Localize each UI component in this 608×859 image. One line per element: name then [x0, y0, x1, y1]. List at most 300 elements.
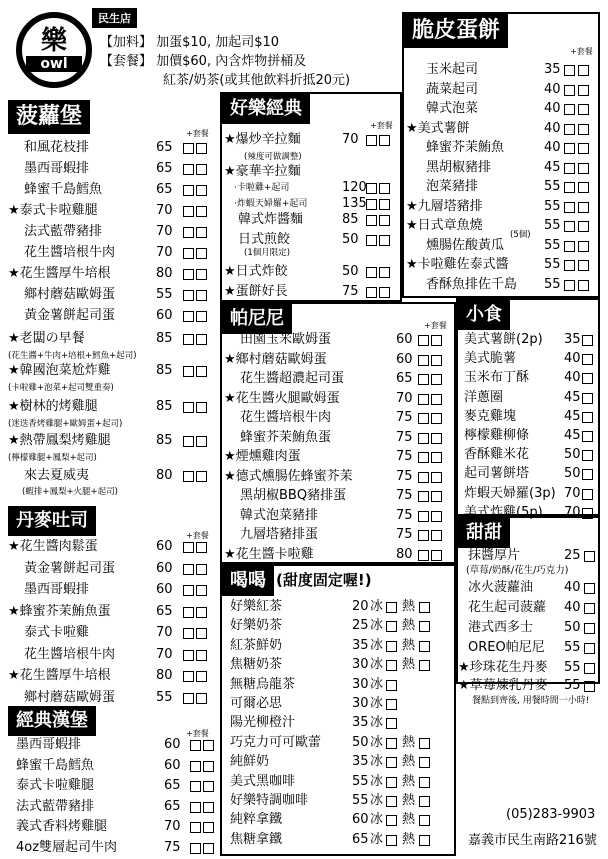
item-name: 韓式泡菜豬排 — [240, 507, 319, 523]
cold-label: 冰 — [370, 715, 384, 731]
item-price: 65 — [164, 798, 181, 814]
item-name: 蜂蜜芥茉鮪魚蛋 — [240, 429, 332, 445]
hot-label: 熱 — [402, 754, 416, 770]
item-price: 35 — [564, 332, 581, 347]
checkbox[interactable] — [379, 199, 390, 210]
checkbox[interactable] — [564, 182, 575, 193]
item-price: 75 — [396, 468, 413, 484]
store-logo: 樂 owl — [16, 12, 92, 88]
item-name: 純粹拿鐵 — [230, 812, 283, 828]
checkbox[interactable] — [418, 530, 429, 541]
checkbox[interactable] — [183, 607, 194, 618]
checkbox[interactable] — [203, 761, 214, 772]
checkbox[interactable] — [196, 227, 207, 238]
item-name: 蜂蜜千島鱈魚 — [16, 757, 95, 773]
checkbox[interactable] — [564, 260, 575, 271]
set-label-panini: +套餐 — [424, 321, 447, 330]
item-price: 45 — [544, 159, 561, 175]
checkbox[interactable] — [584, 583, 595, 594]
item-price: 55 — [544, 198, 561, 214]
checkbox[interactable] — [366, 287, 377, 298]
checkbox[interactable] — [431, 413, 442, 424]
checkbox[interactable] — [418, 394, 429, 405]
item-price: 30 — [352, 696, 369, 711]
item-price: 60 — [164, 757, 181, 773]
item-price: 70 — [156, 224, 173, 239]
checkbox[interactable] — [431, 511, 442, 522]
checkbox[interactable] — [366, 215, 377, 226]
item-name: 起司薯餅塔 — [464, 466, 530, 482]
item-price: 70 — [156, 203, 173, 218]
cold-checkbox[interactable] — [386, 602, 397, 613]
hot-checkbox[interactable] — [419, 757, 430, 768]
cold-checkbox[interactable] — [386, 641, 397, 652]
item-price: 80 — [396, 546, 413, 562]
note-spicy: (辣度可做調整) — [244, 152, 302, 162]
phone-number: (05)283-9903 — [506, 807, 596, 822]
checkbox[interactable] — [196, 585, 207, 596]
item-price: 75 — [396, 410, 413, 425]
item-name: ★豪華辛拉麵 — [224, 164, 301, 179]
checkbox[interactable] — [183, 164, 194, 175]
hot-checkbox[interactable] — [419, 777, 430, 788]
checkbox[interactable] — [584, 603, 595, 614]
checkbox[interactable] — [431, 452, 442, 463]
checkbox[interactable] — [564, 221, 575, 232]
item-price: 70 — [342, 132, 359, 147]
item-name: 和風花枝排 — [24, 140, 90, 155]
hot-label: 熱 — [402, 734, 416, 750]
checkbox[interactable] — [584, 551, 595, 562]
section-title-sweet: 甜甜 — [458, 518, 510, 548]
checkbox[interactable] — [196, 671, 207, 682]
checkbox[interactable] — [183, 585, 194, 596]
checkbox[interactable] — [203, 781, 214, 792]
checkbox[interactable] — [578, 65, 589, 76]
item-name: 洋蔥圈 — [464, 389, 504, 405]
checkbox[interactable] — [418, 355, 429, 366]
item-price: 55 — [544, 179, 561, 194]
checkbox[interactable] — [578, 221, 589, 232]
item-name: ★熱帶鳳梨烤雞腿 — [8, 433, 111, 448]
checkbox[interactable] — [582, 508, 593, 519]
checkbox[interactable] — [196, 164, 207, 175]
checkbox[interactable] — [431, 472, 442, 483]
checkbox[interactable] — [418, 374, 429, 385]
item-price: 70 — [164, 819, 181, 834]
item-price: 65 — [156, 603, 173, 619]
item-price: 65 — [156, 161, 173, 176]
item-price: 70 — [156, 625, 173, 640]
section-title-danish: 丹麥吐司 — [8, 506, 96, 536]
checkbox[interactable] — [203, 822, 214, 833]
item-name: 4oz雙層起司牛肉 — [16, 839, 118, 855]
checkbox[interactable] — [183, 564, 194, 575]
hot-checkbox[interactable] — [419, 796, 430, 807]
note-boss-breakfast: (花生醬+牛肉+培根+鱈魚+起司) — [8, 351, 137, 361]
item-name: 純鮮奶 — [230, 754, 270, 770]
set-label-classic: +套餐 — [370, 121, 393, 130]
item-price: 60 — [164, 737, 181, 752]
checkbox[interactable] — [418, 511, 429, 522]
checkbox[interactable] — [379, 183, 390, 194]
checkbox[interactable] — [582, 431, 593, 442]
item-price: 55 — [564, 640, 581, 655]
checkbox[interactable] — [183, 334, 194, 345]
hot-checkbox[interactable] — [419, 815, 430, 826]
checkbox[interactable] — [431, 394, 442, 405]
item-name: ★韓國泡菜尬炸雞 — [8, 363, 111, 378]
cold-checkbox[interactable] — [386, 815, 397, 826]
hot-label: 熱 — [402, 657, 416, 673]
checkbox[interactable] — [578, 124, 589, 135]
checkbox[interactable] — [183, 143, 194, 154]
checkbox[interactable] — [196, 402, 207, 413]
checkbox[interactable] — [431, 491, 442, 502]
section-title-classic: 好樂經典 — [222, 94, 310, 124]
cold-label: 冰 — [370, 754, 384, 770]
item-name: 好樂特調咖啡 — [230, 793, 309, 808]
cold-checkbox[interactable] — [386, 699, 397, 710]
item-price: 50 — [352, 734, 369, 750]
checkbox[interactable] — [196, 542, 207, 553]
checkbox[interactable] — [196, 206, 207, 217]
checkbox[interactable] — [196, 334, 207, 345]
cold-label: 冰 — [370, 618, 384, 634]
item-price: 45 — [564, 428, 581, 443]
checkbox[interactable] — [564, 143, 575, 154]
item-name: 墨西哥蝦排 — [24, 582, 90, 597]
checkbox[interactable] — [190, 740, 201, 751]
checkbox[interactable] — [418, 491, 429, 502]
checkbox[interactable] — [431, 374, 442, 385]
note-toast: (草莓/奶酥/花生/巧克力) — [466, 565, 569, 576]
checkbox[interactable] — [183, 311, 194, 322]
item-name: 韓式泡菜 — [426, 101, 479, 116]
checkbox[interactable] — [183, 248, 194, 259]
checkbox[interactable] — [183, 693, 194, 704]
note-hawaii: (蝦排+鳳梨+火腿+起司) — [22, 487, 118, 497]
checkbox[interactable] — [203, 740, 214, 751]
checkbox[interactable] — [183, 628, 194, 639]
cold-checkbox[interactable] — [386, 718, 397, 729]
item-price: 35 — [352, 754, 369, 770]
item-price: 75 — [396, 449, 413, 464]
item-name: 日式煎餃 — [238, 232, 291, 247]
checkbox[interactable] — [564, 124, 575, 135]
item-name: ★花生醬肉鬆蛋 — [8, 539, 98, 554]
checkbox[interactable] — [564, 85, 575, 96]
checkbox[interactable] — [578, 260, 589, 271]
checkbox[interactable] — [584, 623, 595, 634]
checkbox[interactable] — [564, 241, 575, 252]
item-price: 35 — [544, 62, 561, 77]
checkbox[interactable] — [431, 355, 442, 366]
item-name: 炸蝦天婦羅(3p) — [464, 485, 556, 501]
hot-checkbox[interactable] — [419, 602, 430, 613]
set-label-crispy: +套餐 — [570, 47, 593, 56]
checkbox[interactable] — [196, 290, 207, 301]
checkbox[interactable] — [584, 681, 595, 692]
checkbox[interactable] — [203, 802, 214, 813]
item-price: 50 — [342, 264, 359, 279]
item-name: 冰火菠蘿油 — [468, 580, 534, 595]
checkbox[interactable] — [582, 393, 593, 404]
checkbox[interactable] — [190, 781, 201, 792]
item-name: 泰式卡啦雞 — [24, 625, 90, 640]
item-name: 花生醬培根牛肉 — [240, 410, 332, 425]
item-price: 55 — [544, 257, 561, 272]
item-price: 85 — [156, 399, 173, 414]
checkbox[interactable] — [190, 843, 201, 854]
item-name: 好樂奶茶 — [230, 618, 283, 634]
checkbox[interactable] — [183, 650, 194, 661]
item-price: 60 — [396, 332, 413, 347]
checkbox[interactable] — [196, 143, 207, 154]
checkbox[interactable] — [196, 471, 207, 482]
hot-label: 熱 — [402, 637, 416, 653]
checkbox[interactable] — [582, 450, 593, 461]
checkbox[interactable] — [196, 650, 207, 661]
checkbox[interactable] — [564, 104, 575, 115]
checkbox[interactable] — [578, 104, 589, 115]
item-price: 75 — [396, 429, 413, 445]
checkbox[interactable] — [564, 202, 575, 213]
item-price: 85 — [156, 363, 173, 378]
checkbox[interactable] — [366, 135, 377, 146]
item-name: 港式西多士 — [468, 620, 534, 635]
checkbox[interactable] — [379, 235, 390, 246]
checkbox[interactable] — [183, 185, 194, 196]
note-pineapple-leg: (檸檬雞腿+鳳梨+起司) — [8, 453, 97, 463]
item-name: OREO帕尼尼 — [468, 640, 545, 655]
note-limited: (1個月限定) — [244, 248, 291, 258]
checkbox[interactable] — [366, 199, 377, 210]
item-name: ★花生醬厚牛培根 — [8, 668, 111, 683]
checkbox[interactable] — [366, 183, 377, 194]
item-price: 70 — [156, 646, 173, 662]
item-name: 美式黑咖啡 — [230, 773, 296, 789]
item-price: 85 — [342, 212, 359, 227]
checkbox[interactable] — [366, 235, 377, 246]
item-name: 玉米布丁酥 — [464, 370, 530, 386]
item-price: 55 — [352, 773, 369, 789]
cold-label: 冰 — [370, 599, 384, 614]
item-price: 55 — [544, 276, 561, 292]
cold-checkbox[interactable] — [386, 757, 397, 768]
item-name: 蔬菜起司 — [426, 81, 479, 97]
drinks-subtitle: (甜度固定喔!) — [276, 571, 372, 589]
checkbox[interactable] — [366, 267, 377, 278]
item-name: 泰式卡啦雞腿 — [16, 778, 95, 793]
checkbox[interactable] — [578, 241, 589, 252]
checkbox[interactable] — [418, 472, 429, 483]
item-name: 花生醬培根牛肉 — [24, 646, 116, 662]
item-price: 20 — [352, 599, 369, 614]
checkbox[interactable] — [196, 436, 207, 447]
item-name: 香酥雞米花 — [464, 447, 530, 463]
cold-checkbox[interactable] — [386, 835, 397, 846]
hot-label: 熱 — [402, 599, 416, 614]
item-name: 焦糖拿鐵 — [230, 831, 283, 847]
checkbox[interactable] — [564, 280, 575, 291]
item-name: 蜂蜜芥茉鮪魚 — [426, 140, 505, 155]
checkbox[interactable] — [203, 843, 214, 854]
set-label-danish: +套餐 — [186, 531, 209, 540]
item-price: 35 — [352, 637, 369, 653]
item-price: 80 — [156, 668, 173, 683]
checkbox[interactable] — [183, 366, 194, 377]
item-name: ★蛋餅好長 — [224, 284, 288, 299]
checkbox[interactable] — [578, 182, 589, 193]
item-price: 60 — [352, 812, 369, 828]
checkbox[interactable] — [582, 412, 593, 423]
checkbox[interactable] — [196, 311, 207, 322]
cold-checkbox[interactable] — [386, 738, 397, 749]
checkbox[interactable] — [196, 248, 207, 259]
item-name: 九層塔豬排蛋 — [240, 527, 319, 542]
checkbox[interactable] — [582, 335, 593, 346]
hot-checkbox[interactable] — [419, 641, 430, 652]
item-name: 墨西哥蝦排 — [24, 161, 90, 176]
checkbox[interactable] — [418, 433, 429, 444]
item-price: 75 — [396, 507, 413, 523]
cold-label: 冰 — [370, 657, 384, 673]
checkbox[interactable] — [578, 85, 589, 96]
item-price: 25 — [352, 618, 369, 634]
item-price: 75 — [164, 839, 181, 855]
item-price: 65 — [156, 182, 173, 197]
item-name: 好樂紅茶 — [230, 599, 283, 614]
checkbox[interactable] — [196, 607, 207, 618]
item-name: 可爾必思 — [230, 696, 283, 711]
cold-checkbox[interactable] — [386, 621, 397, 632]
item-name: 燻腸佐酸黃瓜 — [426, 237, 505, 253]
note-takoyaki: (5個) — [510, 230, 531, 240]
item-price: 50 — [342, 232, 359, 247]
item-price: 30 — [352, 676, 369, 692]
checkbox[interactable] — [183, 671, 194, 682]
item-price: 45 — [564, 389, 581, 405]
item-name: ★老闆の早餐 — [8, 331, 85, 346]
item-price: 80 — [156, 266, 173, 281]
cold-checkbox[interactable] — [386, 777, 397, 788]
item-price: 35 — [352, 715, 369, 731]
section-title-pineapple: 菠蘿堡 — [8, 100, 90, 134]
checkbox[interactable] — [196, 564, 207, 575]
checkbox[interactable] — [190, 802, 201, 813]
item-price: 135 — [342, 196, 367, 211]
checkbox[interactable] — [564, 65, 575, 76]
checkbox[interactable] — [578, 163, 589, 174]
checkbox[interactable] — [578, 280, 589, 291]
checkbox[interactable] — [379, 215, 390, 226]
checkbox[interactable] — [582, 489, 593, 500]
checkbox[interactable] — [196, 269, 207, 280]
hot-checkbox[interactable] — [419, 621, 430, 632]
cold-checkbox[interactable] — [386, 660, 397, 671]
cold-label: 冰 — [370, 793, 384, 808]
item-price: 30 — [352, 657, 369, 673]
addon-line-2: 【套餐】 加價$60, 內含炸物拼桶及 — [100, 54, 307, 69]
checkbox[interactable] — [183, 436, 194, 447]
item-price: 80 — [156, 468, 173, 483]
hot-checkbox[interactable] — [419, 835, 430, 846]
item-name: 花生起司菠蘿 — [468, 600, 547, 615]
checkbox[interactable] — [196, 628, 207, 639]
checkbox[interactable] — [379, 135, 390, 146]
item-name: 法式藍帶豬排 — [24, 224, 103, 239]
checkbox[interactable] — [379, 287, 390, 298]
item-name: ★珍珠花生丹麥 — [458, 660, 548, 675]
item-name: ★鄉村蘑菇歐姆蛋 — [224, 351, 327, 367]
checkbox[interactable] — [431, 530, 442, 541]
cold-checkbox[interactable] — [386, 680, 397, 691]
hot-label: 熱 — [402, 773, 416, 789]
hot-checkbox[interactable] — [419, 738, 430, 749]
checkbox[interactable] — [196, 366, 207, 377]
checkbox[interactable] — [190, 822, 201, 833]
item-name: 美式炸雞(5p) — [464, 504, 543, 520]
set-label-burger: +套餐 — [186, 729, 209, 738]
item-name: 鄉村蘑菇歐姆蛋 — [24, 287, 116, 302]
cold-label: 冰 — [370, 773, 384, 789]
checkbox[interactable] — [418, 550, 429, 561]
checkbox[interactable] — [431, 550, 442, 561]
checkbox[interactable] — [183, 471, 194, 482]
checkbox[interactable] — [183, 206, 194, 217]
item-name: 墨西哥蝦排 — [16, 737, 82, 752]
checkbox[interactable] — [190, 761, 201, 772]
checkbox[interactable] — [183, 269, 194, 280]
checkbox[interactable] — [582, 469, 593, 480]
checkbox[interactable] — [183, 227, 194, 238]
item-price: 55 — [544, 237, 561, 253]
dining-notice: 餐點到齊後, 用餐時間一小時! — [472, 696, 590, 706]
checkbox[interactable] — [578, 143, 589, 154]
checkbox[interactable] — [418, 335, 429, 346]
checkbox[interactable] — [183, 402, 194, 413]
item-name: ★卡啦雞佐泰式醬 — [406, 257, 509, 272]
checkbox[interactable] — [418, 413, 429, 424]
checkbox[interactable] — [431, 335, 442, 346]
checkbox[interactable] — [196, 185, 207, 196]
item-price: 25 — [564, 548, 581, 563]
checkbox[interactable] — [196, 693, 207, 704]
checkbox[interactable] — [582, 373, 593, 384]
checkbox[interactable] — [431, 433, 442, 444]
checkbox[interactable] — [183, 290, 194, 301]
checkbox[interactable] — [418, 452, 429, 463]
checkbox[interactable] — [584, 663, 595, 674]
checkbox[interactable] — [564, 163, 575, 174]
item-price: 55 — [564, 660, 581, 675]
hot-checkbox[interactable] — [419, 660, 430, 671]
addon-line-3: 紅茶/奶茶(或其他飲料折抵20元) — [163, 73, 351, 88]
cold-label: 冰 — [370, 637, 384, 653]
checkbox[interactable] — [582, 354, 593, 365]
cold-checkbox[interactable] — [386, 796, 397, 807]
checkbox[interactable] — [379, 267, 390, 278]
item-price: 60 — [156, 582, 173, 597]
item-name: ★九層塔豬排 — [406, 198, 483, 214]
checkbox[interactable] — [584, 643, 595, 654]
item-name: 玉米起司 — [426, 62, 479, 77]
set-label-pineapple: +套餐 — [186, 129, 209, 138]
item-name: ★花生醬厚牛培根 — [8, 266, 111, 281]
checkbox[interactable] — [183, 542, 194, 553]
checkbox[interactable] — [578, 202, 589, 213]
